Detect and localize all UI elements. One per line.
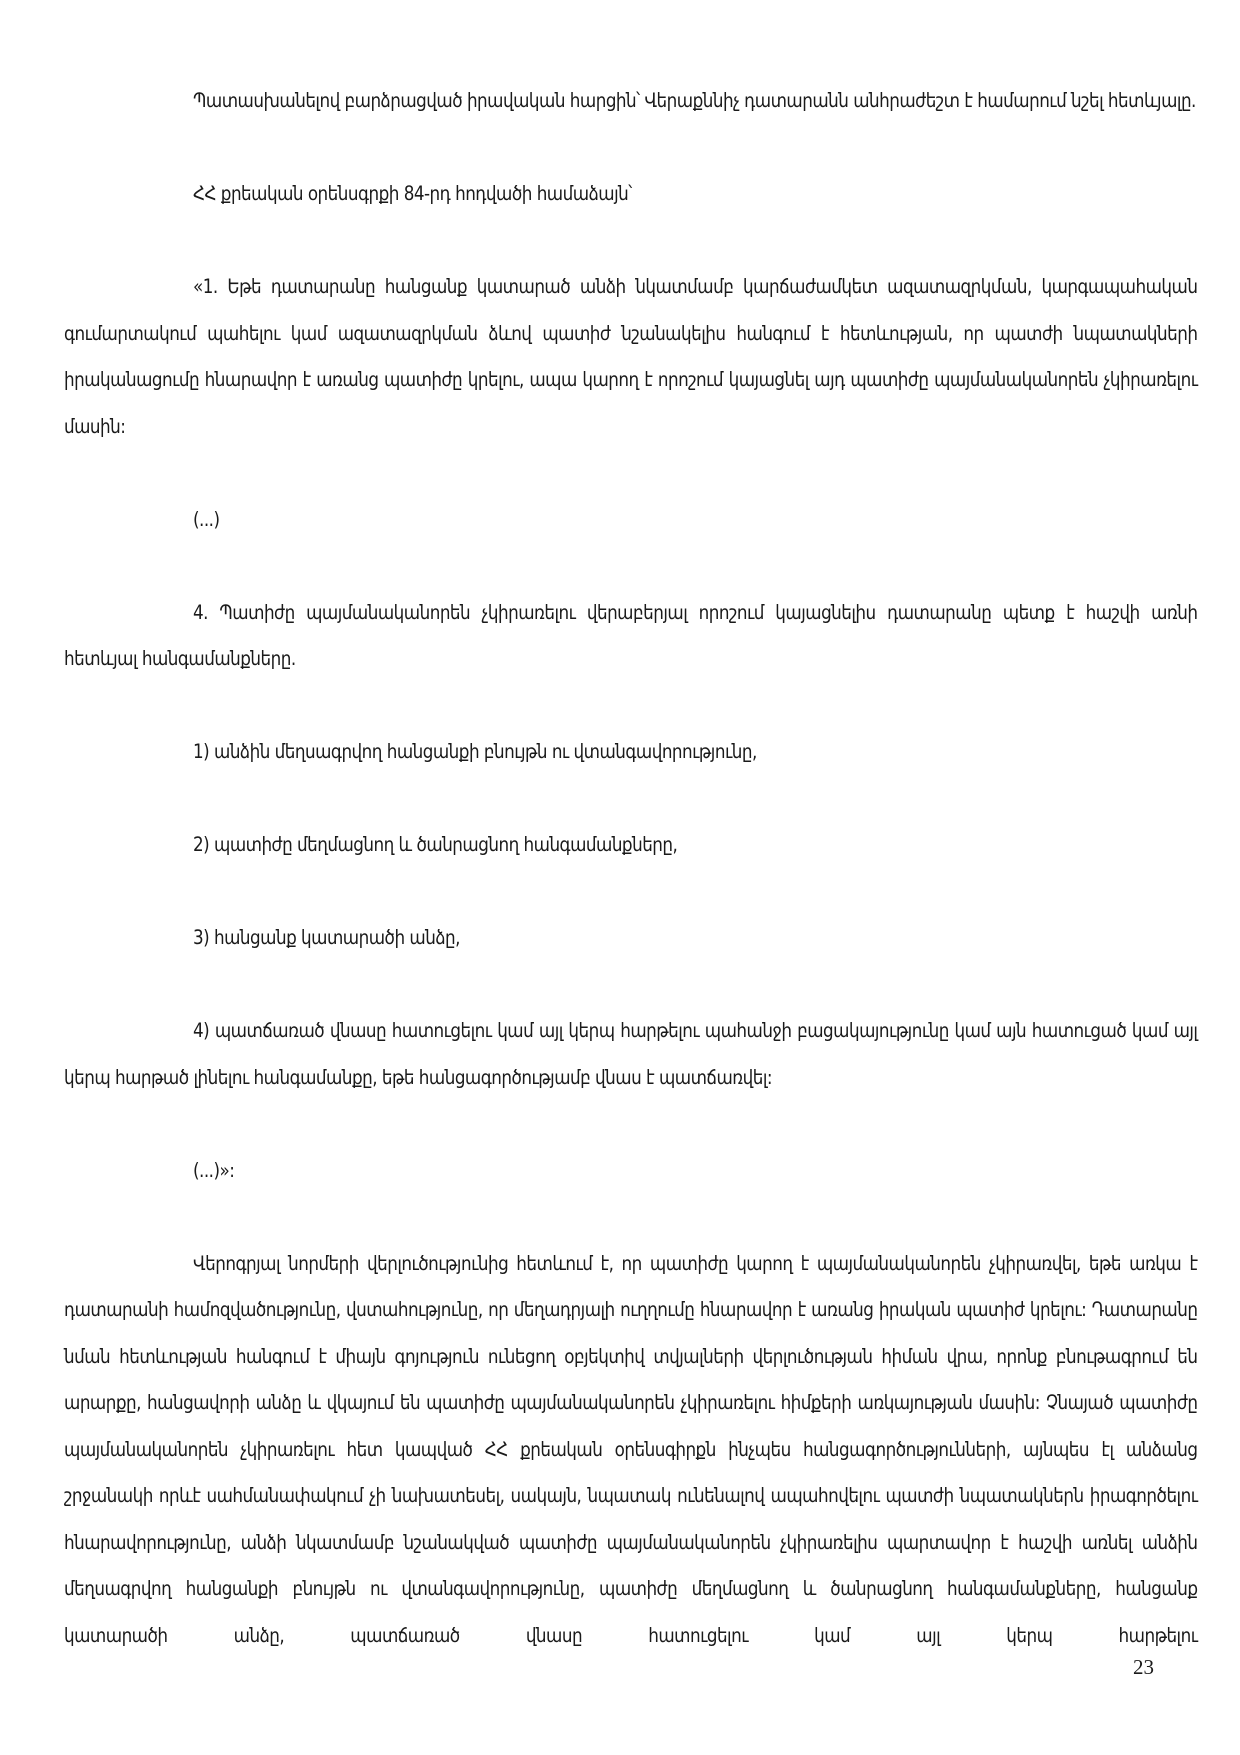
- list-item-1: 1) անձին մեղսագրվող հանցանքի բնույթն ու վտանգավորությունը,: [193, 740, 757, 763]
- analysis-paragraph: Վերոգրյալ նորմերի վերլուծությունից հետևում է, որ պատիժը կարող է պայմանականորեն չկիրառվել, եթե առկա է դատարանի համոզվածությունը, վստահությունը, որ մեղադրյալի ուղղումը հնարավոր է առանց իրական պատիժ կրելու: Դատարանը նման հետևության հանգում է միայն գոյություն ունեցող օբյեկտիվ տվյալների վերլուծության հիման վրա, որոնք բնութագրում են արարքը, հանցավորի անձը և վկայում են պատիժը պայմանականորեն չկիրառելու հիմքերի առկայության մասին: Չնայած պատիժը պայմանականորեն չկիրառելու հետ կապված ՀՀ քրեական օրենսգիրքն ինչպես հանցագործությունների, այնպես էլ անձանց շրջանակի որևէ սահմանափակում չի նախատեսել, սակայն, նպատակ ունենալով ապահովելու պատժի նպատակներն իրագործելու հնարավորությունը, անձի նկատմամբ նշանակված պատիժը պայմանականորեն չկիրառելիս պարտավոր է հաշվի առնել անձին մեղսագրվող հանցանքի բնույթն ու վտանգավորությունը, պատիժը մեղմացնող և ծանրացնող հանգամանքները, հանցանք կատարածի անձը, պատճառած վնասը հատուցելու կամ այլ կերպ հարթելու: [64, 1251, 1198, 1647]
- article-reference: ՀՀ քրեական օրենսգրքի 84-րդ հոդվածի համաձայն՝: [193, 182, 632, 205]
- ellipsis-closing-quote: (...)»:: [193, 1158, 235, 1182]
- list-item-4: 4) պատճառած վնասը հատուցելու կամ այլ կերպ հարթելու պահանջի բացակայությունը կամ այն հատուցած կամ այլ կերպ հարթած լինելու հանգամանքը, եթե հանցագործությամբ վնաս է պատճառվել:: [64, 1019, 1198, 1089]
- page-number: 23: [1133, 1655, 1154, 1679]
- quoted-clause-4: 4. Պատիժը պայմանականորեն չկիրառելու վերաբերյալ որոշում կայացնելիս դատարանը պետք է հաշվի առնի հետևյալ հանգամանքները.: [64, 600, 1198, 670]
- intro-paragraph: Պատասխանելով բարձրացված իրավական հարցին՝ Վերաքննիչ դատարանն անհրաժեշտ է համարում նշել հետևյալը.: [193, 89, 1196, 112]
- list-item-2: 2) պատիժը մեղմացնող և ծանրացնող հանգամանքները,: [193, 833, 678, 856]
- document-body: [64, 78, 1197, 1659]
- ellipsis-1: (...): [193, 507, 220, 531]
- list-item-3: 3) հանցանք կատարածի անձը,: [193, 926, 460, 949]
- quoted-clause-1: «1. Եթե դատարանը հանցանք կատարած անձի նկատմամբ կարճաժամկետ ազատազրկման, կարգապահական գումարտակում պահելու կամ ազատազրկման ձևով պատիժ նշանակելիս հանգում է հետևության, որ պատժի նպատակների իրականացումը հնարավոր է առանց պատիժը կրելու, ապա կարող է որոշում կայացնել այդ պատիժը պայմանականորեն չկիրառելու մասին:: [64, 275, 1198, 438]
